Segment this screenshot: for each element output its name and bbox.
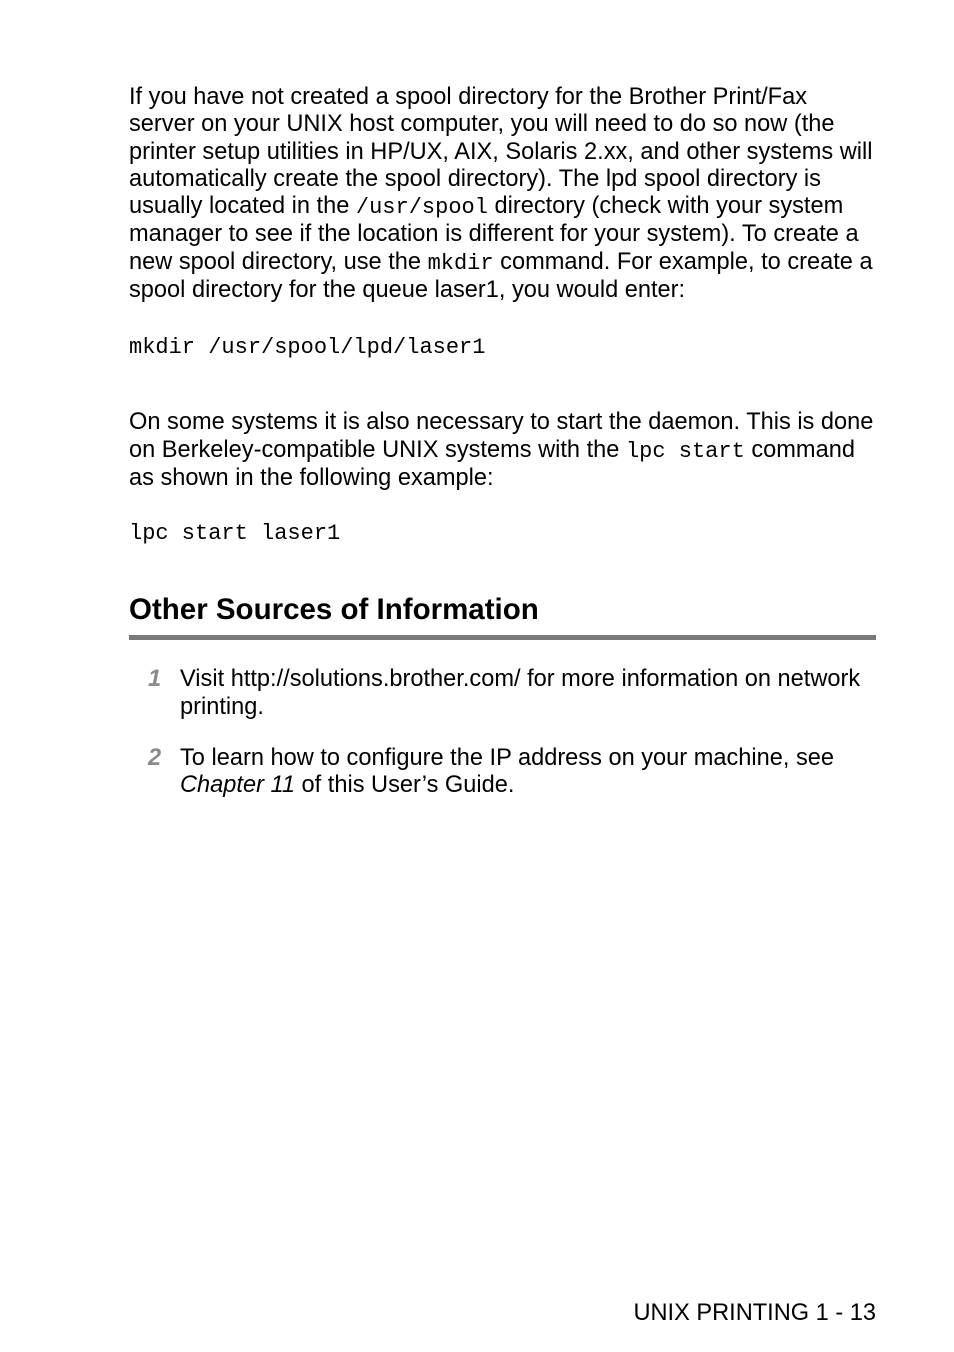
inline-code-mkdir: mkdir bbox=[427, 250, 494, 276]
list-item-text-end: of this User’s Guide. bbox=[295, 772, 515, 799]
chapter-reference: Chapter 11 bbox=[180, 772, 295, 799]
info-list bbox=[129, 666, 876, 799]
page-footer: UNIX PRINTING 1 - 13 bbox=[633, 1300, 876, 1326]
page-body bbox=[129, 84, 876, 799]
para2-text-1: On some systems it is also necessary to start the daemon. This is done on Berkeley-compatible UNIX systems with the bbox=[129, 409, 874, 463]
list-item-text: To learn how to configure the IP address on your machine, see bbox=[180, 744, 835, 771]
list-item bbox=[129, 745, 876, 800]
list-item-number: 1 bbox=[148, 666, 162, 693]
para2-text-2: command as shown in the following example: bbox=[129, 436, 855, 491]
list-item-number: 2 bbox=[148, 744, 162, 771]
para1-text-3: command. For example, to create a spool directory for the queue laser1, you would enter: bbox=[129, 248, 873, 304]
inline-code-usr-spool: /usr/spool bbox=[355, 195, 488, 221]
paragraph-spool-directory bbox=[129, 84, 876, 304]
para1-text-2: directory (check with your system manager to see if the location is different for your system). To create a new spool directory, use the bbox=[129, 193, 859, 275]
section-heading: Other Sources of Information bbox=[129, 593, 539, 627]
inline-code-lpc-start: lpc start bbox=[625, 438, 745, 464]
heading-rule bbox=[129, 635, 876, 640]
para1-text-1: If you have not created a spool directory for the Brother Print/Fax server on your UNIX host computer, you will need to do so now (the printer setup utilities in HP/UX, AIX, Solaris 2.xx, and other systems will automatically create the spool directory). The lpd spool directory is usually located in the bbox=[129, 84, 873, 220]
code-lpc-example: lpc start laser1 bbox=[129, 521, 341, 547]
list-item-text: Visit http://solutions.brother.com/ for more information on network printing. bbox=[180, 666, 861, 720]
paragraph-daemon bbox=[129, 409, 876, 492]
code-mkdir-example: mkdir /usr/spool/lpd/laser1 bbox=[129, 335, 486, 361]
list-item bbox=[129, 666, 876, 721]
